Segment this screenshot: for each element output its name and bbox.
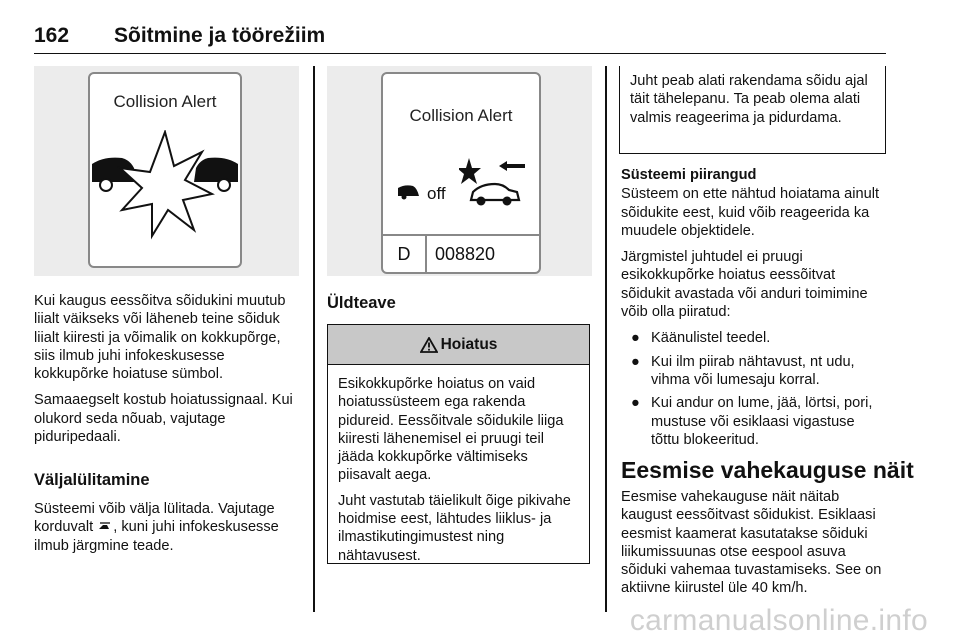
disable-text-after: , kuni juhi infokeskusesse ilmub järgmine teade. bbox=[34, 519, 279, 554]
warning-paragraph-2: Juht vastutab täielikult õige pikivahe hoidmise eest, lähtudes liiklus- ja ilmastikutingimustest ning nähtavusest. bbox=[338, 492, 571, 564]
following-distance-paragraph: Eesmise vahekauguse näit näitab kaugust eessõitvast sõidukist. Esiklaasi eesmist kaamerat kasutatakse sõiduki liikumissuunas otse eespool asuva sõiduki vahemaa tuvastamiseks. See on aktiivne kiirustel üle 40 km/h. bbox=[621, 489, 882, 597]
paragraph-disable bbox=[34, 500, 300, 555]
code-number: 008820 bbox=[435, 243, 496, 264]
watermark: carmanualsonline.info bbox=[629, 604, 928, 637]
off-label: off bbox=[427, 184, 446, 203]
bullet-icon: ● bbox=[631, 395, 640, 412]
paragraph-warning-symbol: Kui kaugus eessõitva sõidukini muutub liialt väikseks või läheneb teine sõiduk liialt kiiresti ja võimalik on kokkupõrge, siis ilmub juhi infokeskusesse kokkupõrke hoiatuse sümbol. bbox=[34, 293, 286, 383]
page-header bbox=[34, 24, 886, 54]
heading-disable: Väljalülitamine bbox=[34, 471, 150, 489]
warning-box bbox=[327, 324, 590, 564]
bullet-icon: ● bbox=[631, 353, 640, 370]
column-1-text bbox=[34, 292, 300, 458]
limits-heading: Süsteemi piirangud bbox=[621, 167, 757, 183]
warning-icon bbox=[420, 337, 438, 353]
starburst-icon bbox=[120, 132, 212, 236]
disable-text-before: Süsteemi võib välja lülitada. Vajutage korduvalt bbox=[34, 501, 275, 536]
notice-text: Juht peab alati rakendama sõidu ajal täit tähelepanu. Ta peab olema alati valmis reageerima ja pidurdama. bbox=[630, 73, 868, 126]
heading-following-distance: Eesmise vahekauguse näit bbox=[621, 457, 914, 483]
figure-collision-alert-off bbox=[327, 66, 592, 276]
collision-illustration bbox=[90, 130, 240, 260]
column-3-text-2 bbox=[621, 488, 891, 606]
list-item: ● Kui andur on lume, jää, lörtsi, pori, mustuse või esiklaasi vigastuse tõttu blokeeritud. bbox=[631, 395, 873, 448]
limits-list bbox=[621, 329, 887, 449]
chapter-title: Sõitmine ja töörežiim bbox=[114, 24, 326, 47]
code-row bbox=[383, 234, 539, 272]
list-item: ● Kui ilm piirab nähtavust, nt udu, vihma või lumesaju korral. bbox=[631, 353, 855, 388]
figure-collision-alert-display bbox=[34, 66, 299, 276]
display-title: Collision Alert bbox=[113, 92, 217, 111]
limits-paragraph-1: Süsteem on ette nähtud hoiatama ainult sõidukite eest, kuid võib reageerida ka muudele objektidele. bbox=[621, 186, 879, 239]
display-panel bbox=[88, 72, 242, 268]
warning-title: Hoiatus bbox=[440, 335, 498, 353]
car-right-icon bbox=[194, 158, 238, 191]
page-number: 162 bbox=[34, 24, 70, 47]
heading-general: Üldteave bbox=[327, 294, 396, 312]
bullet-icon: ● bbox=[631, 330, 640, 347]
code-letter: D bbox=[383, 236, 427, 272]
paragraph-signal: Samaaegselt kostub hoiatussignaal. Kui olukord seda nõuab, vajutage piduripedaali. bbox=[34, 392, 293, 446]
column-3-text bbox=[621, 166, 887, 454]
car-small-icon bbox=[397, 182, 421, 200]
column-1-text-2 bbox=[34, 500, 300, 563]
limits-paragraph-2: Järgmistel juhtudel ei pruugi esikokkupõrke hoiatus eessõitvat sõidukit avastada või anduri toimimine võib olla piiratud: bbox=[621, 249, 868, 321]
distance-button-icon bbox=[98, 520, 112, 532]
collision-star-car-icon bbox=[459, 156, 529, 208]
warning-paragraph-1: Esikokkupõrke hoiatus on vaid hoiatussüsteem ega rakenda pidureid. Eessõitvale sõidukile liiga kiiresti lähenemisel ei pruugi teil jääda kokkupõrke vältimiseks piisavalt aega. bbox=[338, 376, 564, 484]
column-divider-1 bbox=[313, 66, 315, 612]
column-divider-2 bbox=[605, 66, 607, 612]
warning-body bbox=[328, 365, 589, 580]
warning-header bbox=[328, 325, 589, 365]
list-item: ● Käänulistel teedel. bbox=[631, 330, 771, 347]
notice-box bbox=[619, 66, 886, 154]
display-title-off: Collision Alert bbox=[409, 106, 513, 125]
display-panel-off bbox=[381, 72, 541, 274]
